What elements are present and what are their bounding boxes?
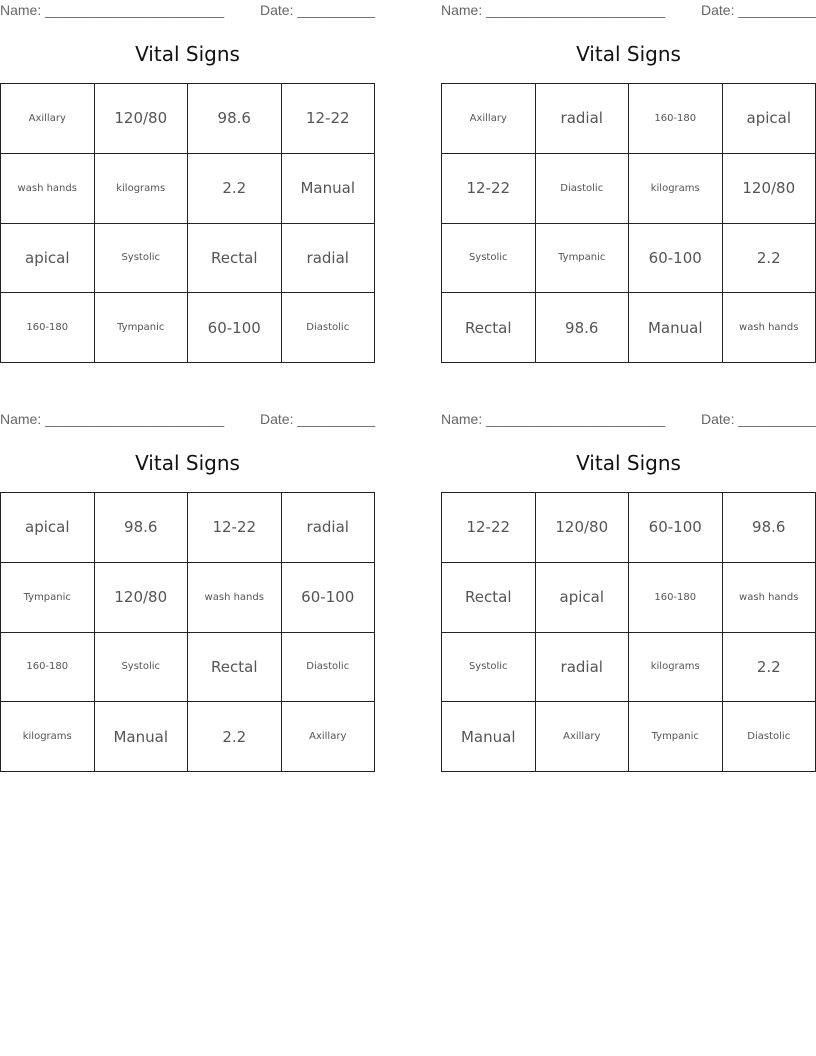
bingo-cell: 98.6 <box>188 84 282 154</box>
card-title: Vital Signs <box>135 451 240 475</box>
bingo-cell: Systolic <box>95 224 189 294</box>
bingo-cell: Tympanic <box>629 702 723 772</box>
card-header <box>0 411 375 429</box>
card-title: Vital Signs <box>135 42 240 66</box>
bingo-cell: 160-180 <box>1 293 95 363</box>
bingo-cell: 60-100 <box>188 293 282 363</box>
bingo-cell: Manual <box>95 702 189 772</box>
bingo-cell: 2.2 <box>188 702 282 772</box>
bingo-cell: Rectal <box>188 633 282 703</box>
bingo-cell: Diastolic <box>282 633 376 703</box>
bingo-cell: Diastolic <box>723 702 816 772</box>
bingo-card <box>441 0 816 374</box>
date-field: Date: __________ <box>260 411 376 427</box>
bingo-cell: Tympanic <box>1 563 95 633</box>
bingo-cell: 60-100 <box>629 224 723 294</box>
date-field: Date: __________ <box>260 2 376 18</box>
name-field: Name: _______________________ <box>441 2 666 18</box>
bingo-grid <box>441 492 816 772</box>
bingo-cell: wash hands <box>1 154 95 224</box>
bingo-cell: Axillary <box>536 702 630 772</box>
card-header <box>441 411 816 429</box>
bingo-cell: Axillary <box>442 84 536 154</box>
bingo-cell: 120/80 <box>95 84 189 154</box>
bingo-cell: Diastolic <box>282 293 376 363</box>
bingo-cell: 160-180 <box>1 633 95 703</box>
bingo-cell: 120/80 <box>723 154 816 224</box>
bingo-cell: radial <box>282 224 376 294</box>
card-header <box>0 2 375 20</box>
bingo-cell: 98.6 <box>723 493 816 563</box>
bingo-cell: Tympanic <box>536 224 630 294</box>
bingo-cell: 2.2 <box>723 224 816 294</box>
bingo-cell: Systolic <box>442 633 536 703</box>
bingo-grid <box>0 492 375 772</box>
bingo-cell: 160-180 <box>629 84 723 154</box>
bingo-cell: Axillary <box>1 84 95 154</box>
bingo-cell: apical <box>723 84 816 154</box>
bingo-cell: Manual <box>629 293 723 363</box>
date-field: Date: __________ <box>701 411 816 427</box>
bingo-cell: Manual <box>282 154 376 224</box>
card-header <box>441 2 816 20</box>
card-title: Vital Signs <box>576 42 681 66</box>
bingo-card <box>0 0 375 374</box>
bingo-cell: Rectal <box>188 224 282 294</box>
bingo-cell: wash hands <box>188 563 282 633</box>
bingo-cell: radial <box>536 84 630 154</box>
bingo-cell: apical <box>536 563 630 633</box>
bingo-card <box>0 409 375 783</box>
bingo-cell: 120/80 <box>536 493 630 563</box>
bingo-grid <box>0 83 375 363</box>
bingo-cell: Rectal <box>442 293 536 363</box>
bingo-card <box>441 409 816 783</box>
bingo-cell: radial <box>282 493 376 563</box>
bingo-cell: Systolic <box>442 224 536 294</box>
bingo-cell: Rectal <box>442 563 536 633</box>
bingo-cell: 60-100 <box>629 493 723 563</box>
bingo-cell: Systolic <box>95 633 189 703</box>
bingo-cell: 12-22 <box>442 154 536 224</box>
bingo-cell: apical <box>1 493 95 563</box>
bingo-cell: 160-180 <box>629 563 723 633</box>
bingo-cell: Tympanic <box>95 293 189 363</box>
bingo-cell: Manual <box>442 702 536 772</box>
name-field: Name: _______________________ <box>0 411 225 427</box>
bingo-cell: kilograms <box>629 154 723 224</box>
card-title: Vital Signs <box>576 451 681 475</box>
bingo-cell: kilograms <box>95 154 189 224</box>
bingo-cell: 98.6 <box>95 493 189 563</box>
bingo-cell: 120/80 <box>95 563 189 633</box>
bingo-cell: 60-100 <box>282 563 376 633</box>
bingo-cell: 12-22 <box>188 493 282 563</box>
name-field: Name: _______________________ <box>0 2 225 18</box>
bingo-cell: kilograms <box>1 702 95 772</box>
bingo-cell: kilograms <box>629 633 723 703</box>
bingo-cell: 12-22 <box>442 493 536 563</box>
bingo-cell: 98.6 <box>536 293 630 363</box>
bingo-cell: 2.2 <box>188 154 282 224</box>
bingo-cell: wash hands <box>723 293 816 363</box>
bingo-cell: wash hands <box>723 563 816 633</box>
bingo-grid <box>441 83 816 363</box>
bingo-cell: radial <box>536 633 630 703</box>
bingo-cell: 12-22 <box>282 84 376 154</box>
bingo-cell: Diastolic <box>536 154 630 224</box>
date-field: Date: __________ <box>701 2 816 18</box>
bingo-cell: apical <box>1 224 95 294</box>
name-field: Name: _______________________ <box>441 411 666 427</box>
bingo-cell: Axillary <box>282 702 376 772</box>
bingo-cell: 2.2 <box>723 633 816 703</box>
